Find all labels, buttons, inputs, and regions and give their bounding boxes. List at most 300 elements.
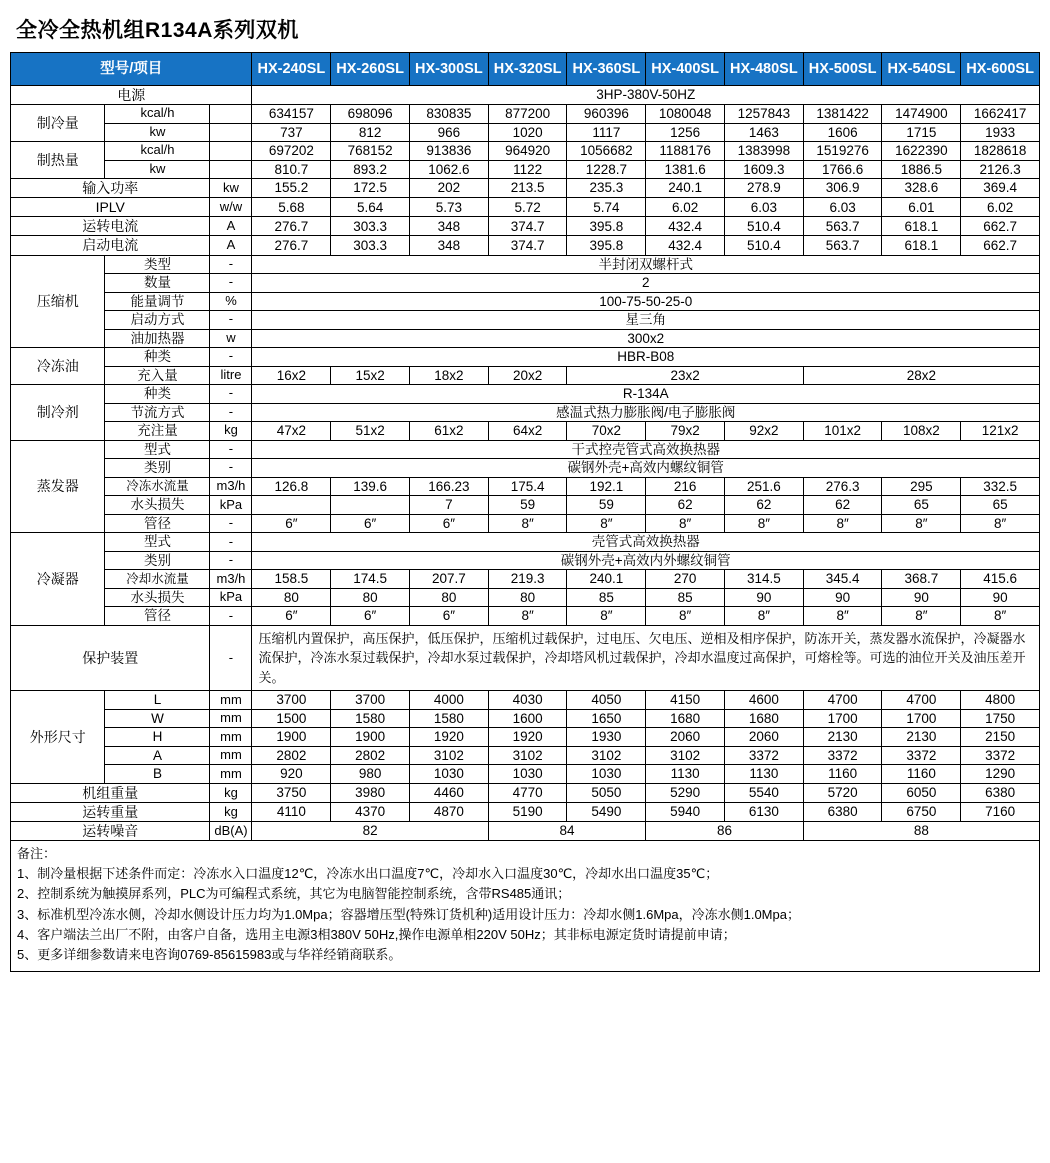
oil-label: 冷冻油 (11, 348, 105, 385)
cell: 1580 (409, 709, 488, 728)
cell: 4870 (409, 803, 488, 822)
row-cooling-kcal (11, 105, 1040, 124)
cell: 8″ (882, 607, 961, 626)
cell: 65 (961, 496, 1040, 515)
cell: 8″ (567, 514, 646, 533)
cell: 1080048 (646, 105, 725, 124)
row-evaporator-form (11, 440, 1040, 459)
heating-kw-dash (210, 160, 252, 179)
cell: 8″ (724, 514, 803, 533)
cell: 5.64 (331, 198, 410, 217)
cell: 634157 (252, 105, 331, 124)
row-condenser-loss (11, 588, 1040, 607)
cell: 1383998 (724, 142, 803, 161)
heating-kcal-unit: kcal/h (105, 142, 210, 161)
cell: 6″ (331, 514, 410, 533)
cell: 8″ (646, 514, 725, 533)
row-evaporator-flow (11, 477, 1040, 496)
cell: 7 (409, 496, 488, 515)
cell: 20x2 (488, 366, 567, 385)
row-compressor-capacity (11, 292, 1040, 311)
compressor-item-name: 类型 (105, 255, 210, 274)
cell: 2150 (961, 728, 1040, 747)
cell: 92x2 (724, 422, 803, 441)
row-condenser-category (11, 551, 1040, 570)
cell: 251.6 (724, 477, 803, 496)
header-model-7: HX-500SL (803, 53, 882, 86)
cell: 108x2 (882, 422, 961, 441)
cell: 61x2 (409, 422, 488, 441)
cell: 18x2 (409, 366, 488, 385)
refrigerant-throttle-unit: - (210, 403, 252, 422)
power-value: 3HP-380V-50HZ (252, 86, 1040, 105)
row-compressor-type (11, 255, 1040, 274)
header-model-8: HX-540SL (882, 53, 961, 86)
cell: 303.3 (331, 236, 410, 255)
cell: 395.8 (567, 236, 646, 255)
cell: 213.5 (488, 179, 567, 198)
cell: 3372 (961, 746, 1040, 765)
cell: 7160 (961, 803, 1040, 822)
run-current-label: 运转电流 (11, 217, 210, 236)
cell: 5940 (646, 803, 725, 822)
cell: 1930 (567, 728, 646, 747)
compressor-item-value: 星三角 (252, 311, 1040, 330)
heating-kcal-dash (210, 142, 252, 161)
spec-table (10, 52, 1040, 841)
compressor-item-unit: - (210, 311, 252, 330)
cell: 276.7 (252, 236, 331, 255)
cell: 16x2 (252, 366, 331, 385)
cell: 510.4 (724, 217, 803, 236)
cell: 1580 (331, 709, 410, 728)
cell: 8″ (882, 514, 961, 533)
cell: 2802 (331, 746, 410, 765)
cell: 1474900 (882, 105, 961, 124)
cell: 2130 (803, 728, 882, 747)
cell (252, 496, 331, 515)
cell: 85 (646, 588, 725, 607)
dimension-name: A (105, 746, 210, 765)
cell: 59 (567, 496, 646, 515)
header-model-2: HX-300SL (409, 53, 488, 86)
cell: 830835 (409, 105, 488, 124)
cell: 1228.7 (567, 160, 646, 179)
header-model-6: HX-480SL (724, 53, 803, 86)
cell: 166.23 (409, 477, 488, 496)
condenser-flow-name: 冷却水流量 (105, 570, 210, 589)
condenser-form-unit: - (210, 533, 252, 552)
condenser-dia-name: 管径 (105, 607, 210, 626)
cell: 4770 (488, 783, 567, 802)
row-protection (11, 625, 1040, 691)
cell: 369.4 (961, 179, 1040, 198)
cell: 966 (409, 123, 488, 142)
cell: 6380 (803, 803, 882, 822)
cell: 155.2 (252, 179, 331, 198)
cell: 314.5 (724, 570, 803, 589)
cell: 278.9 (724, 179, 803, 198)
cell: 5.68 (252, 198, 331, 217)
note-item-4: 4、客户端法兰出厂不附，由客户自备，选用主电源3相380V 50Hz,操作电源单相220V 50Hz；其非标电源定货时请提前申请； (17, 926, 736, 942)
cell: 1622390 (882, 142, 961, 161)
dimension-unit: mm (210, 746, 252, 765)
input-unit: kw (210, 179, 252, 198)
row-refrigerant-charge (11, 422, 1040, 441)
cell: 65 (882, 496, 961, 515)
cell: 432.4 (646, 236, 725, 255)
cell: 1920 (409, 728, 488, 747)
cell: 84 (488, 822, 646, 841)
evaporator-dia-unit: - (210, 514, 252, 533)
evaporator-flow-unit: m3/h (210, 477, 252, 496)
cell: 6″ (409, 514, 488, 533)
cell: 563.7 (803, 217, 882, 236)
cell: 1500 (252, 709, 331, 728)
row-heating-kcal (11, 142, 1040, 161)
cell: 47x2 (252, 422, 331, 441)
cell: 4700 (882, 691, 961, 710)
cell: 240.1 (646, 179, 725, 198)
dimension-name: L (105, 691, 210, 710)
evaporator-loss-name: 水头损失 (105, 496, 210, 515)
cell: 90 (803, 588, 882, 607)
compressor-item-unit: - (210, 255, 252, 274)
refrigerant-throttle-value: 感温式热力膨胀阀/电子膨胀阀 (252, 403, 1040, 422)
cell: 82 (252, 822, 488, 841)
cell: 1828618 (961, 142, 1040, 161)
oil-fill-unit: litre (210, 366, 252, 385)
cell: 4000 (409, 691, 488, 710)
refrigerant-type-value: R-134A (252, 385, 1040, 404)
cell: 3700 (331, 691, 410, 710)
cell: 192.1 (567, 477, 646, 496)
cell: 810.7 (252, 160, 331, 179)
evaporator-cat-value: 碳钢外壳+高效内螺纹铜管 (252, 459, 1040, 478)
row-condenser-form (11, 533, 1040, 552)
cell: 3372 (882, 746, 961, 765)
row-heating-kw (11, 160, 1040, 179)
row-dimension-w (11, 709, 1040, 728)
cell: 980 (331, 765, 410, 784)
cell: 395.8 (567, 217, 646, 236)
cell: 374.7 (488, 236, 567, 255)
note-item-2: 2、控制系统为触摸屏系列，PLC为可编程式系统，其它为电脑智能控制系统，含带RS485通讯； (17, 886, 571, 902)
cell: 90 (961, 588, 1040, 607)
cell: 1700 (882, 709, 961, 728)
compressor-item-value: 半封闭双螺杆式 (252, 255, 1040, 274)
cell: 1650 (567, 709, 646, 728)
start-current-label: 启动电流 (11, 236, 210, 255)
cell: 6130 (724, 803, 803, 822)
condenser-cat-value: 碳钢外壳+高效内外螺纹铜管 (252, 551, 1040, 570)
row-compressor-oil-heater (11, 329, 1040, 348)
cooling-kcal-unit: kcal/h (105, 105, 210, 124)
cell: 126.8 (252, 477, 331, 496)
cell: 101x2 (803, 422, 882, 441)
cell: 5540 (724, 783, 803, 802)
cell: 6050 (882, 783, 961, 802)
heating-kw-unit: kw (105, 160, 210, 179)
notes-label: 备注： (17, 846, 57, 862)
row-iplv (11, 198, 1040, 217)
cell: 4110 (252, 803, 331, 822)
cell: 348 (409, 217, 488, 236)
cell: 8″ (567, 607, 646, 626)
cell: 15x2 (331, 366, 410, 385)
compressor-item-value: 300x2 (252, 329, 1040, 348)
cell: 1680 (724, 709, 803, 728)
compressor-item-name: 启动方式 (105, 311, 210, 330)
cell: 6380 (961, 783, 1040, 802)
cell: 59 (488, 496, 567, 515)
input-label: 输入功率 (11, 179, 210, 198)
row-cooling-kw (11, 123, 1040, 142)
cell: 295 (882, 477, 961, 496)
row-evaporator-category (11, 459, 1040, 478)
compressor-item-name: 油加热器 (105, 329, 210, 348)
cell: 328.6 (882, 179, 961, 198)
cell: 8″ (961, 514, 1040, 533)
cell: 64x2 (488, 422, 567, 441)
row-refrigerant-type (11, 385, 1040, 404)
cell: 3102 (646, 746, 725, 765)
run-weight-unit: kg (210, 803, 252, 822)
cell: 4700 (803, 691, 882, 710)
cell: 4030 (488, 691, 567, 710)
cell: 1256 (646, 123, 725, 142)
cell: 920 (252, 765, 331, 784)
cell: 3102 (488, 746, 567, 765)
noise-unit: dB(A) (210, 822, 252, 841)
refrigerant-type-unit: - (210, 385, 252, 404)
oil-type-name: 种类 (105, 348, 210, 367)
noise-label: 运转噪音 (11, 822, 210, 841)
cell: 62 (803, 496, 882, 515)
unit-weight-unit: kg (210, 783, 252, 802)
cooling-kw-dash (210, 123, 252, 142)
heating-label: 制热量 (11, 142, 105, 179)
condenser-form-name: 型式 (105, 533, 210, 552)
compressor-item-unit: - (210, 274, 252, 293)
cell: 893.2 (331, 160, 410, 179)
cell: 1257843 (724, 105, 803, 124)
compressor-item-value: 2 (252, 274, 1040, 293)
cell: 3372 (803, 746, 882, 765)
cell: 5720 (803, 783, 882, 802)
cell: 1519276 (803, 142, 882, 161)
cell: 1680 (646, 709, 725, 728)
header-model-5: HX-400SL (646, 53, 725, 86)
condenser-cat-name: 类别 (105, 551, 210, 570)
cell: 80 (409, 588, 488, 607)
cell: 1117 (567, 123, 646, 142)
start-current-unit: A (210, 236, 252, 255)
condenser-loss-name: 水头损失 (105, 588, 210, 607)
cell: 1188176 (646, 142, 725, 161)
condenser-flow-unit: m3/h (210, 570, 252, 589)
row-condenser-diameter (11, 607, 1040, 626)
cell: 812 (331, 123, 410, 142)
compressor-item-name: 数量 (105, 274, 210, 293)
cell: 964920 (488, 142, 567, 161)
cell: 6750 (882, 803, 961, 822)
cell: 1130 (724, 765, 803, 784)
cell: 8″ (488, 607, 567, 626)
evaporator-dia-name: 管径 (105, 514, 210, 533)
dimension-name: H (105, 728, 210, 747)
row-condenser-flow (11, 570, 1040, 589)
cell: 276.3 (803, 477, 882, 496)
cell: 877200 (488, 105, 567, 124)
refrigerant-charge-name: 充注量 (105, 422, 210, 441)
cell: 1160 (803, 765, 882, 784)
cooling-kw-unit: kw (105, 123, 210, 142)
cell: 1381.6 (646, 160, 725, 179)
cell: 3750 (252, 783, 331, 802)
compressor-item-name: 能量调节 (105, 292, 210, 311)
cell: 172.5 (331, 179, 410, 198)
cell: 6.03 (803, 198, 882, 217)
cell: 1750 (961, 709, 1040, 728)
dimension-unit: mm (210, 765, 252, 784)
table-header-row (11, 53, 1040, 86)
page-title: 全冷全热机组R134A系列双机 (16, 19, 299, 42)
protection-text: 压缩机内置保护，高压保护，低压保护，压缩机过载保护，过电压、欠电压、逆相及相序保护，防冻开关，蒸发器水流保护，冷凝器水流保护，冷冻水泵过载保护，冷却水泵过载保护，冷却塔风机过载保护，冷却水温度过高保护，可熔栓等。可选的油位开关及油压差开关。 (252, 625, 1040, 691)
cell: 306.9 (803, 179, 882, 198)
cell: 4600 (724, 691, 803, 710)
cooling-label: 制冷量 (11, 105, 105, 142)
dimension-name: W (105, 709, 210, 728)
cell: 737 (252, 123, 331, 142)
header-model-0: HX-240SL (252, 53, 331, 86)
cell: 4800 (961, 691, 1040, 710)
cell: 88 (803, 822, 1039, 841)
refrigerant-label: 制冷剂 (11, 385, 105, 441)
cell: 6.02 (961, 198, 1040, 217)
header-label: 型号/项目 (11, 53, 252, 86)
row-unit-weight (11, 783, 1040, 802)
cell: 6.03 (724, 198, 803, 217)
cell: 345.4 (803, 570, 882, 589)
refrigerant-charge-unit: kg (210, 422, 252, 441)
notes-block (10, 841, 1040, 972)
compressor-item-unit: % (210, 292, 252, 311)
evaporator-flow-name: 冷冻水流量 (105, 477, 210, 496)
cell: 510.4 (724, 236, 803, 255)
iplv-unit: w/w (210, 198, 252, 217)
cell: 90 (724, 588, 803, 607)
cell: 1030 (409, 765, 488, 784)
cell: 374.7 (488, 217, 567, 236)
cell: 3102 (409, 746, 488, 765)
evaporator-form-name: 型式 (105, 440, 210, 459)
cell: 174.5 (331, 570, 410, 589)
cell: 1606 (803, 123, 882, 142)
row-running-weight (11, 803, 1040, 822)
cell: 4460 (409, 783, 488, 802)
cell: 563.7 (803, 236, 882, 255)
cell: 1030 (567, 765, 646, 784)
dimensions-label: 外形尺寸 (11, 691, 105, 784)
row-dimension-l (11, 691, 1040, 710)
cell: 2060 (646, 728, 725, 747)
cell: 1933 (961, 123, 1040, 142)
cell: 368.7 (882, 570, 961, 589)
row-evaporator-diameter (11, 514, 1040, 533)
cell: 121x2 (961, 422, 1040, 441)
cell: 3372 (724, 746, 803, 765)
cell: 175.4 (488, 477, 567, 496)
cell: 1609.3 (724, 160, 803, 179)
cell: 6″ (331, 607, 410, 626)
cell: 1381422 (803, 105, 882, 124)
header-model-3: HX-320SL (488, 53, 567, 86)
power-label: 电源 (11, 86, 252, 105)
cell: 8″ (724, 607, 803, 626)
condenser-loss-unit: kPa (210, 588, 252, 607)
oil-type-unit: - (210, 348, 252, 367)
cell: 3700 (252, 691, 331, 710)
cell: 6.02 (646, 198, 725, 217)
row-dimension-a (11, 746, 1040, 765)
cell: 80 (331, 588, 410, 607)
evaporator-form-value: 干式控壳管式高效换热器 (252, 440, 1040, 459)
evaporator-form-unit: - (210, 440, 252, 459)
cell: 235.3 (567, 179, 646, 198)
cell: 139.6 (331, 477, 410, 496)
run-weight-label: 运转重量 (11, 803, 210, 822)
cell: 1700 (803, 709, 882, 728)
cell: 270 (646, 570, 725, 589)
cell: 8″ (803, 514, 882, 533)
cell: 5.73 (409, 198, 488, 217)
cell: 5190 (488, 803, 567, 822)
compressor-item-value: 100-75-50-25-0 (252, 292, 1040, 311)
cell: 1920 (488, 728, 567, 747)
row-compressor-start (11, 311, 1040, 330)
cell: 202 (409, 179, 488, 198)
cell: 1062.6 (409, 160, 488, 179)
cell: 6.01 (882, 198, 961, 217)
dimension-unit: mm (210, 691, 252, 710)
cell: 28x2 (803, 366, 1039, 385)
row-dimension-h (11, 728, 1040, 747)
cell: 913836 (409, 142, 488, 161)
header-model-1: HX-260SL (331, 53, 410, 86)
dimension-unit: mm (210, 709, 252, 728)
cell: 86 (646, 822, 804, 841)
iplv-label: IPLV (11, 198, 210, 217)
cell: 662.7 (961, 217, 1040, 236)
cell: 332.5 (961, 477, 1040, 496)
cell: 1290 (961, 765, 1040, 784)
cell: 1900 (252, 728, 331, 747)
cell: 698096 (331, 105, 410, 124)
condenser-dia-unit: - (210, 607, 252, 626)
cell: 5.74 (567, 198, 646, 217)
cell: 6″ (409, 607, 488, 626)
evaporator-loss-unit: kPa (210, 496, 252, 515)
cell: 1715 (882, 123, 961, 142)
cell: 8″ (961, 607, 1040, 626)
note-item-5: 5、更多详细参数请来电咨询0769-85615983或与华祥经销商联系。 (17, 946, 402, 962)
cell: 5.72 (488, 198, 567, 217)
condenser-form-value: 壳管式高效换热器 (252, 533, 1040, 552)
cell: 2802 (252, 746, 331, 765)
cell: 80 (488, 588, 567, 607)
cell: 8″ (646, 607, 725, 626)
